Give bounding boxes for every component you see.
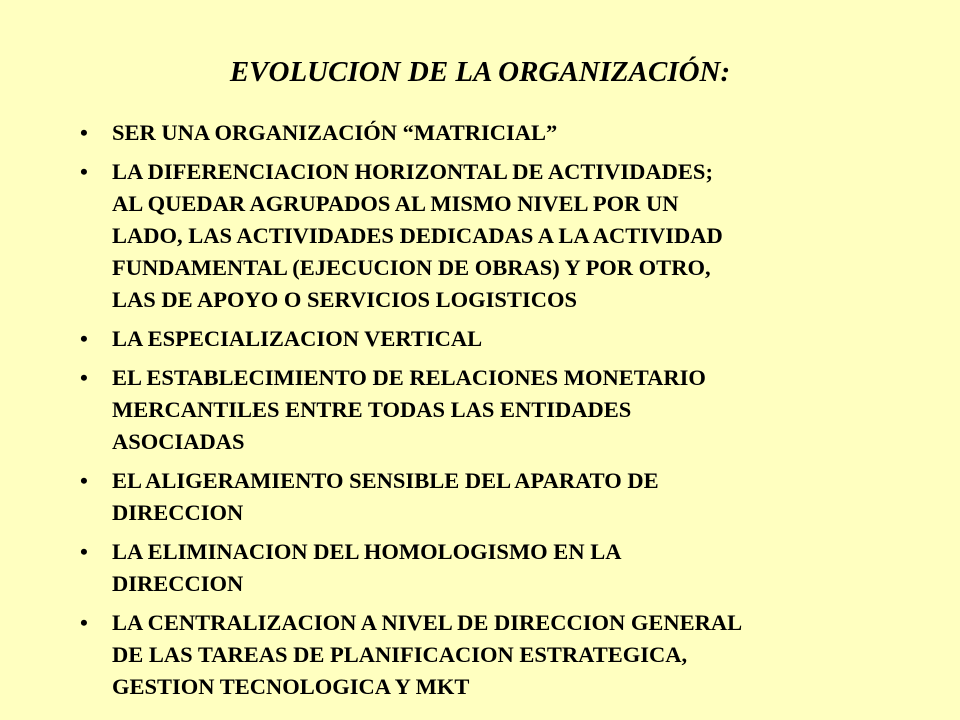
slide-title: EVOLUCION DE LA ORGANIZACIÓN:: [229, 56, 731, 88]
bullet-text-line: DIRECCION: [112, 571, 244, 596]
bullet-list: [80, 117, 880, 710]
bullet-item: [80, 117, 880, 149]
bullet-text-line: LA CENTRALIZACION A NIVEL DE DIRECCION GENERAL: [112, 610, 743, 635]
bullet-text-line: DIRECCION: [112, 500, 244, 525]
bullet-text-line: LAS DE APOYO O SERVICIOS LOGISTICOS: [112, 287, 577, 312]
bullet-text-line: AL QUEDAR AGRUPADOS AL MISMO NIVEL POR UN: [112, 191, 679, 216]
bullet-item: [80, 607, 880, 703]
bullet-text-line: MERCANTILES ENTRE TODAS LAS ENTIDADES: [112, 397, 632, 422]
bullet-dot-icon: •: [80, 159, 88, 184]
bullet-text-line: EL ESTABLECIMIENTO DE RELACIONES MONETARIO: [112, 365, 706, 390]
bullet-text-line: FUNDAMENTAL (EJECUCION DE OBRAS) Y POR OTRO,: [112, 255, 711, 280]
bullet-dot-icon: •: [80, 365, 88, 390]
bullet-text-line: LA DIFERENCIACION HORIZONTAL DE ACTIVIDADES;: [112, 159, 713, 184]
bullet-text-line: DE LAS TAREAS DE PLANIFICACION ESTRATEGICA,: [112, 642, 688, 667]
bullet-dot-icon: •: [80, 539, 88, 564]
bullet-text-line: ASOCIADAS: [112, 429, 245, 454]
bullet-text-line: EL ALIGERAMIENTO SENSIBLE DEL APARATO DE: [112, 468, 659, 493]
bullet-text-line: LADO, LAS ACTIVIDADES DEDICADAS A LA ACTIVIDAD: [112, 223, 723, 248]
bullet-dot-icon: •: [80, 326, 88, 351]
bullet-item: [80, 323, 880, 355]
bullet-dot-icon: •: [80, 468, 88, 493]
bullet-dot-icon: •: [80, 120, 88, 145]
bullet-text-line: LA ESPECIALIZACION VERTICAL: [112, 326, 483, 351]
bullet-item: [80, 156, 880, 316]
bullet-text-line: SER UNA ORGANIZACIÓN “MATRICIAL”: [112, 120, 558, 145]
bullet-dot-icon: •: [80, 610, 88, 635]
bullet-item: [80, 536, 880, 600]
bullet-item: [80, 362, 880, 458]
bullet-text-line: LA ELIMINACION DEL HOMOLOGISMO EN LA: [112, 539, 622, 564]
bullet-item: [80, 465, 880, 529]
bullet-text-line: GESTION TECNOLOGICA Y MKT: [112, 674, 470, 699]
